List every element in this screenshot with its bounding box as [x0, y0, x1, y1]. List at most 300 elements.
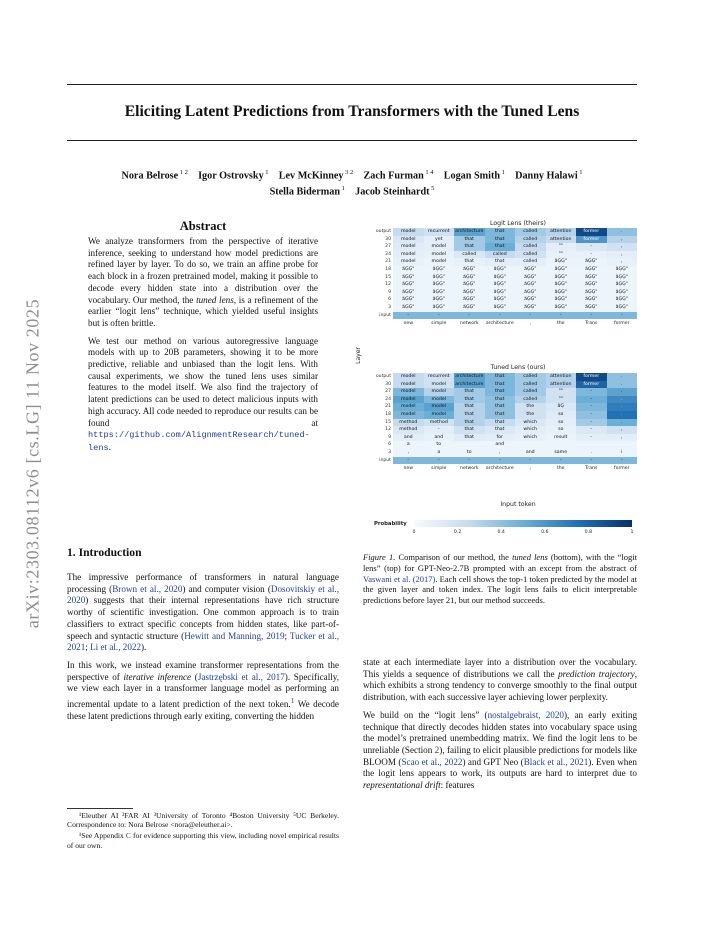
- paper-title: Eliciting Latent Predictions from Transformers with the Tuned Lens: [124, 103, 580, 120]
- heatmap-cell: architecture: [455, 374, 484, 379]
- heatmap-cell: model: [393, 236, 424, 244]
- heatmap-cell: ãĢĢ": [515, 274, 546, 282]
- heatmap-cell: ,: [607, 258, 638, 266]
- x-tick-label: ,: [529, 321, 531, 326]
- row-label: 12: [385, 427, 391, 433]
- heatmap-cell: a: [424, 449, 455, 457]
- right-column-body: [363, 657, 637, 798]
- arxiv-stamp: arXiv:2303.08112v6 [cs.LG] 11 Nov 2025: [22, 298, 43, 629]
- heatmap-cell: to: [424, 441, 455, 449]
- x-tick-label: simple: [431, 321, 447, 326]
- x-axis-title: Input token: [500, 501, 536, 508]
- citation-link[interactable]: nostalgebraist, 2020: [487, 709, 564, 720]
- heatmap-cell: called: [485, 251, 516, 259]
- heatmap-cell: that: [485, 403, 516, 411]
- footnote-1: ¹See Appendix C for evidence supporting this view, including novel empirical results of our own.: [67, 831, 339, 850]
- row-label: 12: [385, 282, 391, 288]
- top-panel-title: Logit Lens (theirs): [490, 220, 546, 227]
- heatmap-cell: ,: [607, 236, 638, 244]
- heatmap-cell: that: [454, 388, 485, 396]
- x-tick-label: the: [556, 321, 565, 326]
- heatmap-cell: that: [485, 388, 516, 396]
- right-paragraph-2: We build on the “logit lens” (nostalgebraist, 2020), an early exiting technique that directly decodes hidden states into vocabulary space using the model’s pretrained unembedding matrix. We find the logit lens to be unreliable (Section 2), failing to elicit plausible predictions for models like BLOOM (Scao et al., 2022) and GPT Neo (Black et al., 2021). Even when the logit lens appears to work, its outputs are hard to interpret due to representational drift: features: [363, 709, 638, 791]
- heatmap-cell: ãĢĢ": [393, 289, 424, 297]
- x-tick-label: Trans: [585, 321, 598, 326]
- heatmap-cell: called: [515, 243, 546, 251]
- heatmap-cell: -: [576, 426, 607, 434]
- heatmap-cell: ãĢĢ": [607, 281, 638, 289]
- heatmap-cell: recurrent: [424, 228, 455, 236]
- heatmap-cell: which: [515, 426, 546, 434]
- heatmap-cell: attention: [546, 373, 577, 381]
- heatmap-cell: that: [485, 396, 516, 404]
- heatmap-cell: same: [546, 449, 577, 457]
- heatmap-cell: model: [393, 251, 424, 259]
- row-label: output: [375, 229, 391, 234]
- heatmap-cell: ãĢĢ": [576, 304, 607, 312]
- heatmap-cell: and: [515, 449, 546, 457]
- heatmap-cell: model: [424, 381, 455, 389]
- heatmap-cell: ãĢĢ": [424, 296, 455, 304]
- heatmap-cell: yet: [424, 236, 455, 244]
- abstract-paragraph-2: We test our method on various autoregressive language models with up to 20B parameters, showing it to be more predictive, reliable and unbiased than the logit lens. With causal experiments, we show the tuned lens uses similar features to the model itself. We also find the trajectory of latent predictions can be used to detect malicious inputs with high accuracy. All code needed to reproduce our results can be found at https://github.com/AlignmentResearch/tuned-lens.: [88, 335, 318, 453]
- colorbar-label: Probability: [374, 521, 407, 527]
- heatmap-cell: model: [424, 403, 455, 411]
- author-affiliation: 1: [340, 185, 345, 193]
- heatmap-cell: "": [546, 251, 577, 259]
- heatmap-cell: and: [485, 441, 516, 449]
- heatmap-cell: model: [393, 411, 424, 419]
- row-label: 3: [388, 449, 391, 455]
- author-name: Nora Belrose: [121, 170, 179, 182]
- heatmap-cell: -: [546, 312, 577, 320]
- heatmap-cell: ãĢĢ": [485, 296, 516, 304]
- heatmap-cell: .: [607, 373, 638, 381]
- heatmap-cell: -: [424, 426, 455, 434]
- heatmap-cell: -: [515, 457, 546, 465]
- heatmap-cell: that: [454, 426, 485, 434]
- author-line-2: [67, 182, 637, 198]
- bottom-x-labels: [393, 466, 637, 471]
- heatmap-cell: ãĢĢ": [454, 289, 485, 297]
- citation-link[interactable]: Black et al., 2021: [523, 756, 589, 767]
- heatmap-cell: ãĢĢ": [424, 274, 455, 282]
- citation-link[interactable]: Vaswani et al. (2017): [363, 573, 436, 584]
- heatmap-cell: ãĢĢ": [485, 289, 516, 297]
- heatmap-cell: .: [607, 396, 638, 404]
- heatmap-cell: -: [393, 312, 424, 320]
- colorbar-tick: 1: [630, 530, 634, 535]
- author-line-1: [67, 166, 637, 182]
- citation-link[interactable]: Brown et al., 2020: [112, 583, 183, 594]
- heatmap-cell: ãĢĢ": [607, 274, 638, 282]
- heatmap-cell: i: [607, 449, 638, 457]
- heatmap-cell: ãĢĢ": [485, 274, 516, 282]
- heatmap-cell: .: [607, 419, 638, 427]
- author-name: Zach Furman: [363, 170, 424, 182]
- heatmap-cell: -: [607, 312, 638, 320]
- x-tick-label: ,: [529, 466, 531, 471]
- heatmap-cell: that: [454, 434, 485, 442]
- heatmap-cell: "": [546, 396, 577, 404]
- colorbar-tick: 0: [412, 530, 416, 535]
- heatmap-cell: ãĢĢ": [546, 304, 577, 312]
- heatmap-cell: attention: [546, 228, 577, 236]
- heatmap-cell: that: [485, 243, 516, 251]
- citation-link[interactable]: Li et al., 2022: [90, 642, 142, 653]
- heatmap-cell: called: [515, 236, 546, 244]
- title-rule: [67, 140, 637, 141]
- abstract-heading: Abstract: [179, 219, 227, 233]
- row-label: 9: [388, 434, 391, 440]
- heatmap-cell: ãĢĢ": [424, 266, 455, 274]
- heatmap-cell: .: [576, 449, 607, 457]
- heatmap-cell: that: [454, 236, 485, 244]
- author-name: Stella Biderman: [269, 186, 341, 198]
- figure-caption: Figure 1. Comparison of our method, the tuned lens (bottom), with the “logit lens” (top) for GPT-Neo-2.7B prompted with an except from the abstract of Vaswani et al. (2017). Each cell shows the top-1 token predicted by the model at the given layer and token index. The logit lens fails to elicit interpretable predictions before layer 21, but our method succeeds.: [363, 552, 637, 606]
- heatmap-cell: so: [546, 411, 577, 419]
- heatmap-cell: model: [393, 381, 424, 389]
- heatmap-cell: -: [576, 403, 607, 411]
- heatmap-cell: ãĢĢ": [546, 258, 577, 266]
- heatmap-cell: ,: [607, 243, 638, 251]
- heatmap-cell: ãĢĢ": [546, 296, 577, 304]
- heatmap-cell: the: [515, 403, 546, 411]
- heatmap-cell: that: [485, 426, 516, 434]
- heatmap-cell: ãĢĢ": [546, 274, 577, 282]
- heatmap-cell: ãĢĢ": [607, 304, 638, 312]
- heatmap-cell: architecture: [455, 229, 484, 234]
- citation-link[interactable]: Scao et al., 2022: [401, 756, 463, 767]
- heatmap-cell: that: [485, 236, 516, 244]
- heatmap-cell: ãĢĢ": [576, 281, 607, 289]
- appendix-link[interactable]: C: [125, 831, 131, 841]
- author-name: Jacob Steinhardt: [355, 186, 430, 198]
- row-label: 30: [385, 381, 391, 387]
- heatmap-cell: model: [424, 396, 455, 404]
- abstract-body: [88, 236, 318, 461]
- heatmap-cell: ãĢĢ": [485, 266, 516, 274]
- heatmap-cell: [607, 441, 638, 449]
- row-label: 24: [385, 396, 391, 402]
- heatmap-cell: [515, 441, 546, 449]
- heatmap-cell: ãĢĢ": [576, 289, 607, 297]
- heatmap-cell: model: [424, 251, 455, 259]
- row-label: output: [375, 374, 391, 379]
- row-label: 18: [385, 266, 391, 272]
- heatmap-cell: called: [515, 228, 546, 236]
- colorbar-tick: 0.4: [497, 530, 505, 535]
- heatmap-cell: ãĢĢ": [424, 304, 455, 312]
- heatmap-cell: ãĢĢ": [515, 304, 546, 312]
- x-tick-label: former: [614, 321, 630, 326]
- row-label: 27: [385, 389, 391, 395]
- heatmap-cell: called: [454, 251, 485, 259]
- heatmap-cell: former: [576, 373, 607, 381]
- figure-1: [354, 218, 640, 542]
- row-label: 15: [385, 274, 391, 280]
- x-tick-label: new: [403, 321, 413, 326]
- heatmap-cell: for: [485, 434, 516, 442]
- row-label: 15: [385, 419, 391, 425]
- x-tick-label: new: [403, 466, 413, 471]
- author-name: Logan Smith: [443, 170, 501, 182]
- heatmap-cell: ãĢĢ": [485, 304, 516, 312]
- heatmap-cell: called: [515, 251, 546, 259]
- heatmap-cell: former: [576, 236, 607, 244]
- heatmap-cell: ãĢĢ": [515, 296, 546, 304]
- heatmap-cell: former: [576, 228, 607, 236]
- heatmap-cell: ãĢĢ": [454, 304, 485, 312]
- x-tick-label: the: [556, 466, 565, 471]
- heatmap-cell: called: [515, 396, 546, 404]
- heatmap-cell: that: [454, 403, 485, 411]
- abstract-paragraph-1: We analyze transformers from the perspective of iterative inference, seeking to understand how model predictions are refined layer by layer. To do so, we train an affine probe for each block in a frozen pretrained model, making it possible to decode every hidden state into a distribution over the vocabulary. Our method, the tuned lens, is a refinement of the earlier “logit lens” technique, which yielded useful insights but is often brittle.: [88, 236, 318, 328]
- heatmap-cell: ãĢĢ": [454, 266, 485, 274]
- heatmap-cell: ãĢĢ": [393, 296, 424, 304]
- heatmap-cell: ãĢĢ": [576, 296, 607, 304]
- heatmap-cell: to: [454, 449, 485, 457]
- heatmap-cell: ãĢĢ": [546, 281, 577, 289]
- heatmap-cell: -: [576, 411, 607, 419]
- footnotes: [67, 811, 339, 852]
- x-tick-label: former: [614, 466, 630, 471]
- heatmap-cell: ,: [393, 449, 424, 457]
- heatmap-cell: -: [454, 312, 485, 320]
- heatmap-cell: -: [454, 457, 485, 465]
- row-label: 6: [388, 297, 391, 303]
- heatmap-cell: -: [546, 457, 577, 465]
- heatmap-cell: -: [485, 312, 516, 320]
- heatmap-cell: ãĢĢ": [454, 296, 485, 304]
- heatmap-cell: model: [424, 243, 455, 251]
- heatmap-cell: result: [546, 434, 577, 442]
- heatmap-cell: ãĢĢ": [576, 266, 607, 274]
- heatmap-cell: model: [393, 396, 424, 404]
- heatmap-cell: -: [576, 388, 607, 396]
- row-label: 18: [385, 411, 391, 417]
- heatmap-cell: ãĢĢ": [546, 266, 577, 274]
- colorbar-tick: 0.8: [584, 530, 593, 535]
- row-label: input: [379, 312, 391, 318]
- right-paragraph-1: state at each intermediate layer into a distribution over the vocabulary. This yields a sequence of distributions we call the prediction trajectory, which exhibits a strong tendency to converge smoothly to the final output distribution, with each successive layer achieving lower perplexity.: [363, 657, 637, 703]
- top-row-labels: [358, 228, 391, 319]
- footnote-affiliations: ¹Eleuther AI ²FAR AI ³University of Toronto ⁴Boston University ⁵UC Berkeley. Correspondence to: Nora Belrose <nora@eleuther.ai>.: [67, 811, 339, 830]
- author-affiliation: 1: [263, 169, 269, 176]
- heatmap-cell: -: [576, 251, 607, 259]
- heatmap-cell: ãĢĢ": [515, 289, 546, 297]
- heatmap-cell: .: [607, 381, 638, 389]
- heatmap-cell: -: [515, 312, 546, 320]
- heatmap-cell: ãĢĢ": [424, 281, 455, 289]
- heatmap-cell: model: [424, 258, 455, 266]
- row-label: 3: [388, 304, 391, 310]
- heatmap-cell: ãĢĢ": [454, 274, 485, 282]
- colorbar-tick: 0.2: [453, 530, 462, 535]
- bottom-panel-title: Tuned Lens (ours): [490, 364, 546, 371]
- top-rule: [67, 84, 637, 85]
- author-affiliation: 1: [500, 169, 505, 176]
- heatmap-cell: that: [485, 258, 516, 266]
- heatmap-cell: which: [515, 419, 546, 427]
- heatmap-cell: -: [576, 312, 607, 320]
- author-affiliation: 3 2: [343, 169, 354, 176]
- heatmap-cell: ãĢĢ": [515, 266, 546, 274]
- x-tick-label: architecture: [485, 466, 514, 471]
- heatmap-cell: so: [546, 426, 577, 434]
- section-link[interactable]: 2: [434, 744, 440, 755]
- heatmap-cell: ãĢĢ": [607, 266, 638, 274]
- heatmap-cell: that: [454, 419, 485, 427]
- x-tick-label: architecture: [485, 321, 514, 326]
- heatmap-cell: ãĢĢ": [393, 274, 424, 282]
- heatmap-cell: .: [607, 411, 638, 419]
- author-name: Igor Ostrovsky: [198, 170, 264, 182]
- heatmap-cell: that: [485, 381, 516, 389]
- heatmap-cell: -: [576, 434, 607, 442]
- author-affiliation: 5: [429, 185, 435, 193]
- heatmap-cell: ãĢĢ": [424, 289, 455, 297]
- heatmap-cell: -: [607, 457, 638, 465]
- heatmap-cell: method: [393, 426, 424, 434]
- x-tick-label: simple: [431, 466, 447, 471]
- author-affiliation: 1 4: [423, 169, 434, 176]
- heatmap-cell: .: [607, 228, 638, 236]
- top-x-labels: [393, 321, 637, 326]
- row-label: 21: [385, 404, 391, 410]
- heatmap-cell: -: [576, 396, 607, 404]
- heatmap-cell: model: [393, 243, 424, 251]
- tuned-lens-heatmap: [393, 373, 637, 464]
- heatmap-cell: model: [393, 403, 424, 411]
- heatmap-cell: ,: [485, 449, 516, 457]
- citation-link[interactable]: Tucker et al., 2021: [67, 630, 340, 653]
- heatmap-cell: ãĢĢ": [454, 281, 485, 289]
- heatmap-cell: called: [515, 373, 546, 381]
- colorbar: [414, 520, 632, 527]
- author-affiliation: 1: [577, 169, 583, 176]
- x-tick-label: network: [459, 321, 479, 326]
- citation-link[interactable]: Hewitt and Manning, 2019: [184, 630, 285, 641]
- heatmap-cell: ,: [607, 251, 638, 259]
- heatmap-cell: ãĢĢ": [576, 274, 607, 282]
- heatmap-cell: that: [454, 396, 485, 404]
- heatmap-cell: and: [393, 434, 424, 442]
- heatmap-cell: that: [485, 228, 516, 236]
- heatmap-cell: -: [576, 457, 607, 465]
- author-name: Danny Halawi: [515, 170, 578, 182]
- citation-link[interactable]: Jastrzębski et al., 2017: [197, 671, 285, 682]
- row-label: 30: [385, 236, 391, 242]
- bottom-row-labels: [358, 373, 391, 464]
- row-label: 27: [385, 244, 391, 250]
- intro-paragraph-1: The impressive performance of transformers in natural language processing (Brown et al., 2020) and computer vision (Dosovitskiy et al., 2020) suggests that their internal representations have rich structure worthy of scientific investigation. One common approach is to train classifiers to extract specific concepts from hidden states, like part-of-speech and syntactic structure (Hewitt and Manning, 2019; Tucker et al., 2021; Li et al., 2022).: [67, 572, 340, 653]
- citation-link[interactable]: Dosovitskiy et al., 2020: [67, 583, 339, 606]
- x-tick-label: network: [459, 466, 479, 471]
- row-label: input: [379, 457, 391, 463]
- heatmap-cell: the: [515, 411, 546, 419]
- heatmap-cell: called: [515, 381, 546, 389]
- heatmap-cell: -: [393, 457, 424, 465]
- heatmap-cell: attention: [546, 381, 577, 389]
- heatmap-cell: ãĢĢ": [393, 266, 424, 274]
- heatmap-cell: model: [424, 411, 455, 419]
- heatmap-cell: and: [424, 434, 455, 442]
- heatmap-cell: a: [393, 441, 424, 449]
- footnote-marker[interactable]: 1: [290, 696, 295, 706]
- logit-lens-heatmap: [393, 228, 637, 319]
- heatmap-cell: [576, 441, 607, 449]
- heatmap-cell: model: [393, 388, 424, 396]
- heatmap-cell: model: [424, 388, 455, 396]
- heatmap-cell: .: [607, 388, 638, 396]
- heatmap-cell: ãĢĢ": [393, 304, 424, 312]
- heatmap-cell: .: [607, 403, 638, 411]
- heatmap-cell: ãĢĢ": [607, 289, 638, 297]
- author-name: Lev McKinney: [278, 170, 344, 182]
- heatmap-cell: former: [576, 381, 607, 389]
- y-axis-label: Layer: [354, 347, 362, 364]
- heatmap-cell: architecture: [455, 381, 484, 387]
- heatmap-cell: "": [546, 388, 577, 396]
- intro-paragraph-2: In this work, we instead examine transformer representations from the perspective of iterative inference (Jastrzębski et al., 2017). Specifically, we view each layer in a transformer language model as performing an incremental update to a latent prediction of the next token.$^1$ We decode these latent predictions through early exiting, converting the hidden: [67, 659, 340, 721]
- footnote-rule: [67, 808, 133, 809]
- heatmap-cell: -: [485, 457, 516, 465]
- heatmap-cell: that: [485, 411, 516, 419]
- heatmap-cell: "": [546, 243, 577, 251]
- heatmap-cell: method: [393, 419, 424, 427]
- row-label: 24: [385, 251, 391, 257]
- heatmap-cell: ãĢĢ": [515, 281, 546, 289]
- heatmap-cell: model: [393, 258, 424, 266]
- row-label: 9: [388, 289, 391, 295]
- intro-body: [67, 572, 339, 728]
- heatmap-cell: -: [576, 419, 607, 427]
- heatmap-cell: that: [454, 243, 485, 251]
- heatmap-cell: ,: [607, 434, 638, 442]
- heatmap-cell: model: [393, 373, 424, 381]
- heatmap-cell: [454, 441, 485, 449]
- row-label: 6: [388, 442, 391, 448]
- heatmap-cell: so: [546, 419, 577, 427]
- colorbar-tick: 0.6: [541, 530, 549, 535]
- heatmap-cell: ãĢĢ": [607, 296, 638, 304]
- heatmap-cell: attention: [546, 236, 577, 244]
- heatmap-cell: ãĢĢ": [393, 281, 424, 289]
- author-affiliation: 1 2: [178, 169, 188, 176]
- author-list: [67, 166, 637, 199]
- heatmap-cell: -: [576, 243, 607, 251]
- heatmap-cell: that: [485, 373, 516, 381]
- heatmap-cell: model: [393, 228, 424, 236]
- heatmap-cell: that: [454, 258, 485, 266]
- row-label: 21: [385, 259, 391, 265]
- x-tick-label: Trans: [585, 466, 598, 471]
- heatmap-cell: that: [454, 411, 485, 419]
- heatmap-cell: called: [515, 388, 546, 396]
- heatmap-cell: which: [515, 434, 546, 442]
- heatmap-cell: -: [424, 457, 455, 465]
- heatmap-cell: that: [485, 419, 516, 427]
- heatmap-cell: ãĢ: [546, 403, 577, 411]
- heatmap-cell: ãĢĢ": [485, 281, 516, 289]
- repo-link[interactable]: https://github.com/AlignmentResearch/tuned-lens: [88, 430, 310, 453]
- heatmap-cell: [546, 441, 577, 449]
- heatmap-cell: method: [424, 419, 455, 427]
- intro-heading: 1. Introduction: [67, 546, 142, 559]
- heatmap-cell: ãĢĢ": [546, 289, 577, 297]
- heatmap-cell: -: [424, 312, 455, 320]
